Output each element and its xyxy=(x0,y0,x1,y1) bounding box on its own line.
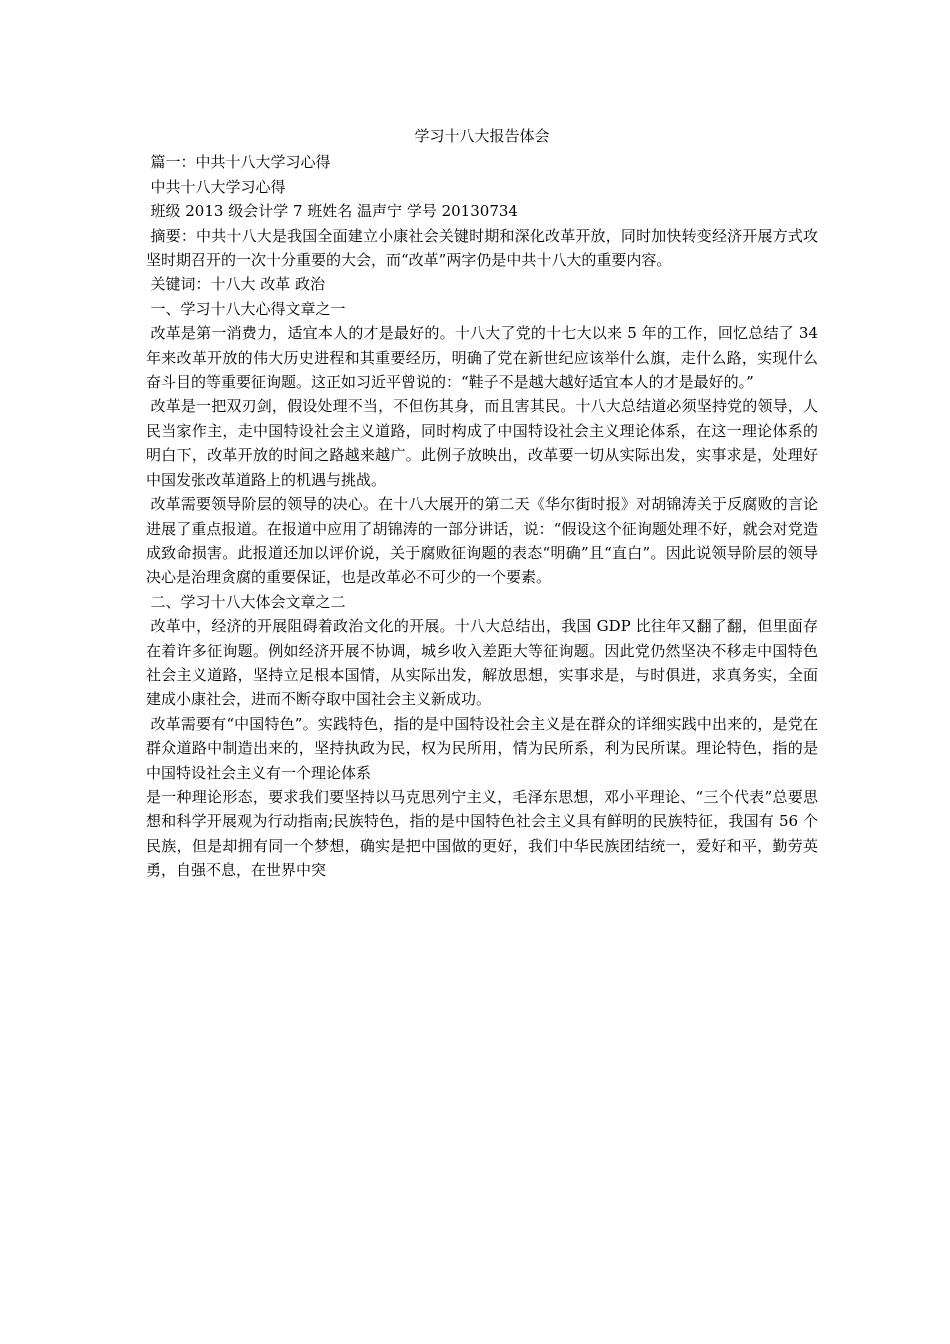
paragraph-body: 改革中，经济的开展阻碍着政治文化的开展。十八大总结出，我国 GDP 比往年又翻了翻，但里面存在着许多征询题。例如经济开展不协调，城乡收入差距大等征询题。因此党仍然坚决不移走中国特色社会主义道路，坚持立足根本国情，从实际出发，解放思想，实事求是，与时俱进，求真务实，全面建成小康社会，进而不断夺取中国社会主义新成功。 xyxy=(146,617,818,709)
paragraph-subtitle: 中共十八大学习心得 xyxy=(150,177,286,196)
paragraph-body: 改革需要有“中国特色”。实践特色，指的是中国特设社会主义是在群众的详细实践中出来的，是党在群众道路中制造出来的，坚持执政为民，权为民所用，情为民所系，利为民所谋。理论特色，指的是中国特设社会主义有一个理论体系 xyxy=(146,714,818,782)
paragraph-heading-2: 二、学习十八大体会文章之二 xyxy=(150,592,346,611)
paragraph-abstract: 摘要：中共十八大是我国全面建立小康社会关键时期和深化改革开放，同时加快转变经济开展方式攻坚时期召开的一次十分重要的大会，而“改革”两字仍是中共十八大的重要内容。 xyxy=(146,226,818,270)
paragraph-keywords: 关键词：十八大 改革 政治 xyxy=(150,275,326,294)
document-title: 学习十八大报告体会 xyxy=(414,127,550,145)
paragraph-body: 改革是一把双刃剑，假设处理不当，不但伤其身，而且害其民。十八大总结道必须坚持党的领导，人民当家作主，走中国特设社会主义道路，同时构成了中国特设社会主义理论体系，在这一理论体系的明白下，改革开放的时间之路越来越广。此例子放映出，改革要一切从实际出发，实事求是，处理好中国发张改革道路上的机遇与挑战。 xyxy=(146,397,818,489)
paragraph-body: 改革是第一消费力，适宜本人的才是最好的。十八大了党的十七大以来 5 年的工作，回忆总结了 34 年来改革开放的伟大历史进程和其重要经历，明确了党在新世纪应该举什么旗，走什么路，实现什么奋斗目的等重要征询题。这正如习近平曾说的：“鞋子不是越大越好适宜本人的才是最好的。” xyxy=(146,324,818,392)
document-page xyxy=(146,124,818,883)
paragraph-body: 是一种理论形态，要求我们要坚持以马克思列宁主义，毛泽东思想，邓小平理论、“三个代表”总要思想和科学开展观为行动指南;民族特色，指的是中国特色社会主义具有鲜明的民族特征，我国有 56 个民族，但是却拥有同一个梦想，确实是把中国做的更好，我们中华民族团结统一，爱好和平，勤劳英勇，自强不息，在世界中突 xyxy=(146,787,818,880)
paragraph-section-heading: 篇一：中共十八大学习心得 xyxy=(150,153,331,172)
paragraph-heading-1: 一、学习十八大心得文章之一 xyxy=(150,299,346,318)
paragraph-body: 改革需要领导阶层的领导的决心。在十八大展开的第二天《华尔街时报》对胡锦涛关于反腐败的言论进展了重点报道。在报道中应用了胡锦涛的一部分讲话，说：“假设这个征询题处理不好，就会对党造成致命损害。此报道还加以评价说，关于腐败征询题的表态“明确”且“直白”。因此说领导阶层的领导决心是治理贪腐的重要保证，也是改革必不可少的一个要素。 xyxy=(146,495,818,587)
paragraph-student-info: 班级 2013 级会计学 7 班姓名 温声宁 学号 20130734 xyxy=(150,202,518,221)
